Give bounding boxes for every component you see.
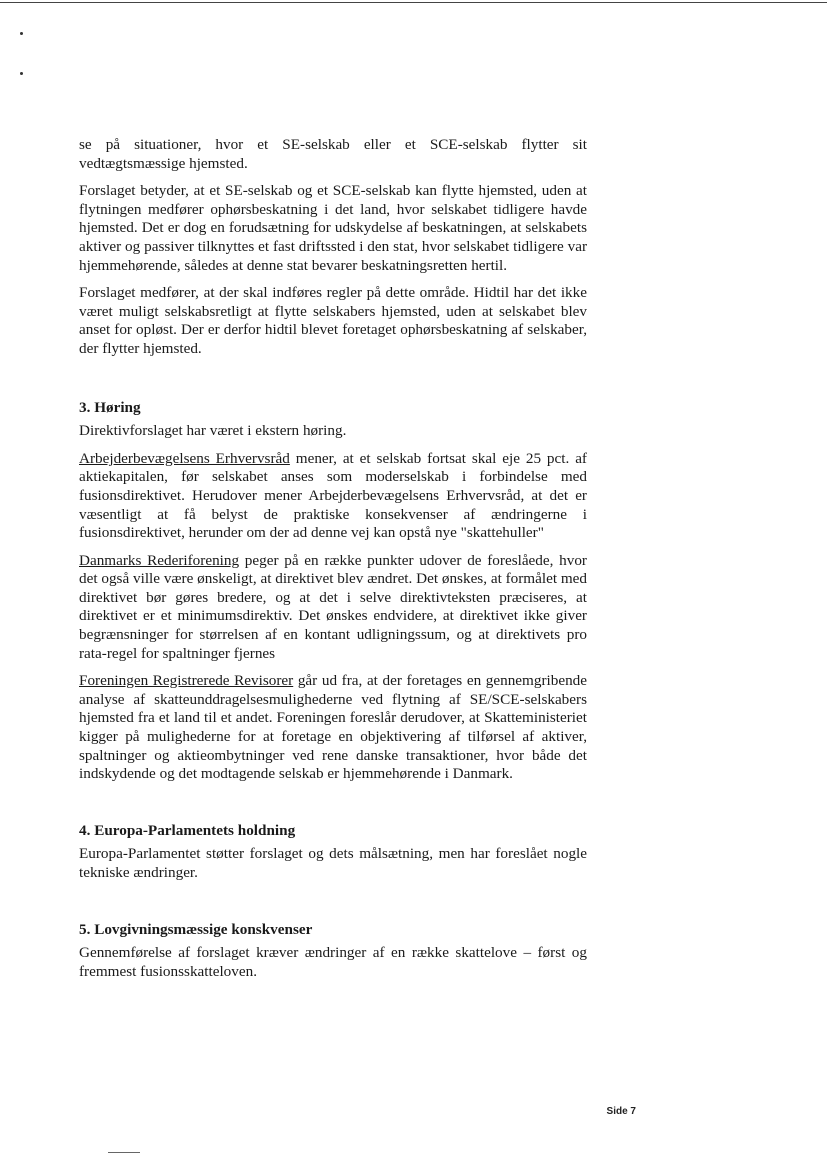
- hearing-response-2: [79, 552, 587, 664]
- scan-speck: [20, 72, 23, 75]
- org-name-3: Foreningen Registrerede Revisorer: [79, 672, 294, 690]
- paragraph-continuation: se på situationer, hvor et SE-selskab eller et SCE-selskab flytter sit vedtægtsmæssige hjemsted.: [79, 136, 587, 172]
- org-name-2: Danmarks Rederiforening: [79, 551, 240, 569]
- org-response-3: går ud fra, at der foretages en gennemgribende analyse af skatteunddragelsesmulighederne ved flytning af SE/SCE-selskabers hjemsted fra et land til et andet. Foreningen foreslår derudover, at Skatteministeriet kigger på mulighederne for at foretage en objektivering af tilførsel af aktiver, spaltninger og aktieombytninger ved rene danske transaktioner, hvor både det indskydende og det modtagende selskab er hjemmehørende i Danmark.: [79, 672, 587, 783]
- top-scan-edge: [0, 2, 827, 3]
- org-name-1: Arbejderbevægelsens Erhvervsråd: [79, 449, 290, 467]
- section-heading-parliament: 4. Europa-Parlamentets holdning: [79, 821, 296, 839]
- section-heading-legislation: 5. Lovgivningsmæssige konskvenser: [79, 920, 313, 938]
- org-response-1: mener, at et selskab fortsat skal eje 25 pct. af aktiekapitalen, før selskabet anses som moderselskab i forbindelse med fusionsdirektivet. Herudover mener Arbejderbevægelsens Erhvervsråd, at det er væsentligt at få belyst de praktiske konsekvenser af ændringerne i fusionsdirektivet, herunder om der ad denne vej kan opstå nye "skattehuller": [79, 449, 587, 542]
- scan-mark: [108, 1152, 140, 1153]
- hearing-response-1: [79, 450, 587, 543]
- hearing-response-3: [79, 672, 587, 784]
- paragraph-proposal-rules: Forslaget medfører, at der skal indføres regler på dette område. Hidtil har det ikke været muligt selskabsretligt at flytte selskabers hjemsted, uden at selskabet blev anset for opløst. Der er derfor hidtil blevet foretaget ophørsbeskatning af selskaber, der flytter hjemsted.: [79, 284, 587, 357]
- page-number: Side 7: [606, 1106, 636, 1117]
- document-body: [79, 136, 587, 990]
- parliament-position: Europa-Parlamentet støtter forslaget og dets målsætning, men har foreslået nogle tekniske ændringer.: [79, 845, 587, 881]
- org-response-2: peger på en række punkter udover de foreslåede, hvor det også ville være ønskeligt, at direktivet blev ændret. Det ønskes, at formålet med direktivet bør gøres bredere, og at det i selve direktivteksten præciseres, at direktivet er et minimumsdirektiv. Det ønskes endvidere, at direktivet ikke giver begrænsninger for størrelsen af en kontant udligningssum, og at direktivets pro rata-regel for spaltninger fjernes: [79, 551, 587, 662]
- paragraph-proposal-effect: Forslaget betyder, at et SE-selskab og et SCE-selskab kan flytte hjemsted, uden at flytningen medfører ophørsbeskatning i det land, hvor selskabet tidligere havde hjemsted. Det er dog en forudsætning for udskydelse af beskatningen, at selskabets aktiver og passiver tilknyttes et fast driftssted i den stat, hvor selskabet tidligere var hjemmehørende, således at denne stat bevarer beskatningsretten hertil.: [79, 182, 587, 274]
- scan-speck: [20, 32, 23, 35]
- hearing-intro: Direktivforslaget har været i ekstern høring.: [79, 422, 347, 440]
- legislative-consequences: Gennemførelse af forslaget kræver ændringer af en række skattelove – først og fremmest fusionsskatteloven.: [79, 944, 587, 980]
- section-heading-hearing: 3. Høring: [79, 398, 141, 416]
